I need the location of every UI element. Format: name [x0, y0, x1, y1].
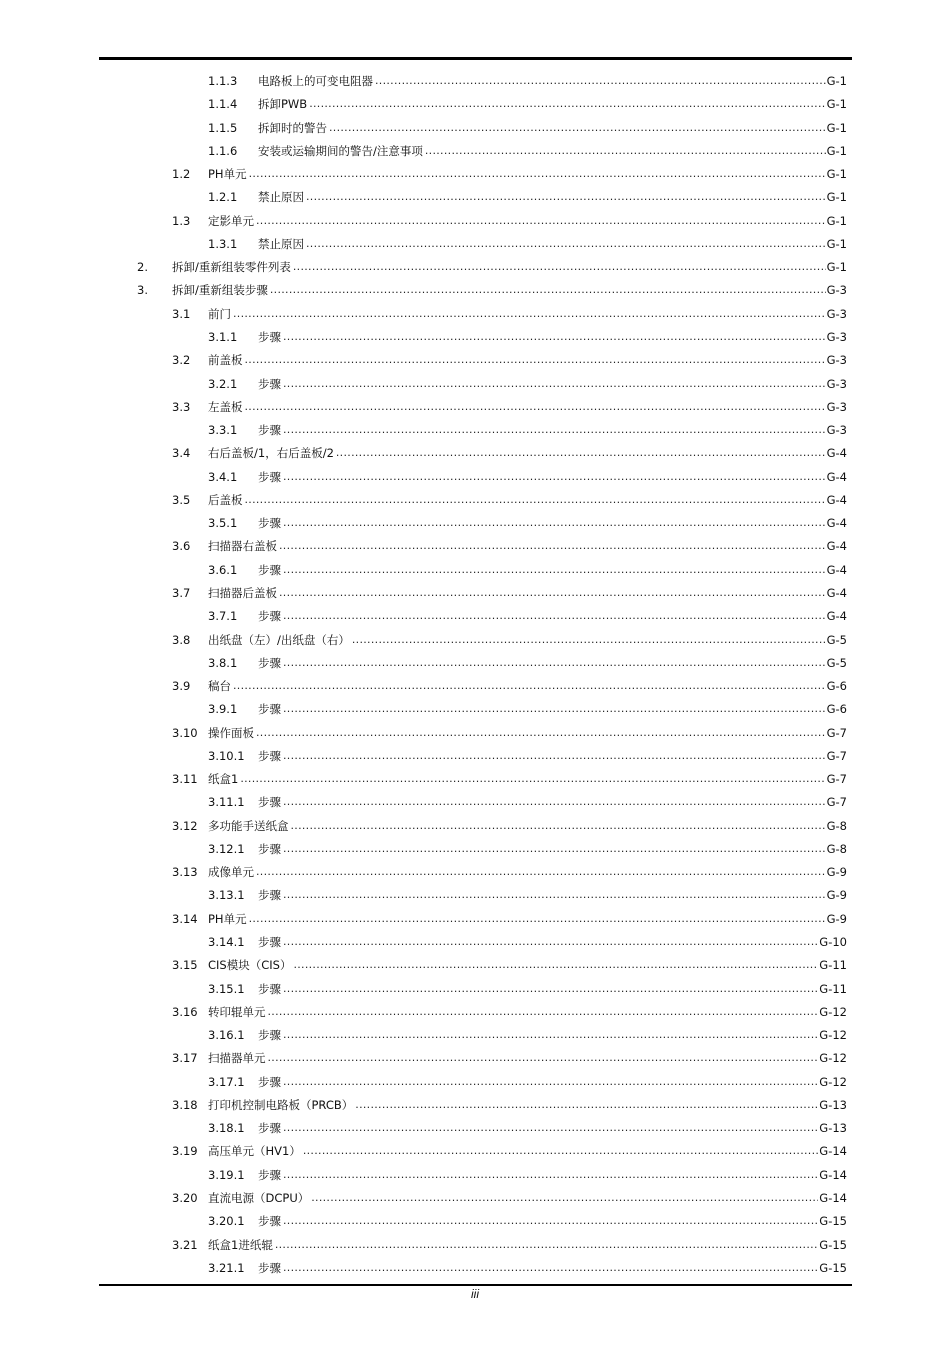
toc-entry-page: G-4 [826, 469, 847, 484]
toc-entry-number: 1.1.5 [208, 120, 238, 135]
dot-leader [303, 1144, 818, 1158]
toc-entry-number: 3.4 [172, 446, 191, 461]
dot-leader [283, 377, 826, 391]
toc-entry-title: 扫描器右盖板 [208, 539, 277, 554]
toc-entry[interactable] [172, 537, 847, 553]
dot-leader [245, 493, 826, 507]
toc-entry-page: G-15 [819, 1260, 847, 1275]
toc-entry-title: 禁止原因 [258, 236, 304, 251]
toc-entry-number: 3.13 [172, 865, 198, 880]
toc-entry[interactable] [208, 1212, 847, 1228]
toc-entry-title: 纸盒1进纸辊 [208, 1237, 273, 1252]
dot-leader [293, 260, 826, 274]
toc-entry[interactable] [208, 886, 847, 902]
toc-entry-page: G-7 [826, 725, 847, 740]
toc-entry-page: G-4 [826, 539, 847, 554]
dot-leader [283, 982, 818, 996]
toc-entry-page: G-3 [826, 353, 847, 368]
toc-entry-number: 3.12.1 [208, 841, 245, 856]
toc-entry[interactable] [172, 398, 847, 414]
toc-entry-number: 3.4.1 [208, 469, 238, 484]
toc-entry-title: 定影单元 [208, 213, 254, 228]
toc-entry-title: 右后盖板/1，右后盖板/2 [208, 446, 334, 461]
toc-entry-number: 3.21 [172, 1237, 198, 1252]
toc-entry-page: G-7 [826, 748, 847, 763]
toc-entry-number: 3. [137, 283, 148, 298]
toc-entry-number: 3.8 [172, 632, 191, 647]
dot-leader [283, 563, 826, 577]
dot-leader [283, 935, 818, 949]
toc-entry-page: G-4 [826, 492, 847, 507]
toc-entry-page: G-5 [826, 632, 847, 647]
toc-entry[interactable] [172, 770, 847, 786]
toc-entry[interactable] [172, 584, 847, 600]
toc-entry-number: 3.19 [172, 1144, 198, 1159]
dot-leader [283, 795, 826, 809]
toc-entry[interactable] [172, 677, 847, 693]
toc-entry-number: 3.21.1 [208, 1260, 245, 1275]
toc-entry-number: 3.18 [172, 1097, 198, 1112]
toc-entry-title: 步骤 [258, 841, 281, 856]
toc-entry-number: 1.3 [172, 213, 191, 228]
toc-entry-page: G-9 [826, 911, 847, 926]
toc-entry[interactable] [172, 910, 847, 926]
dot-leader [268, 1051, 819, 1065]
toc-entry-number: 3.7 [172, 585, 191, 600]
toc-entry-page: G-4 [826, 585, 847, 600]
toc-entry[interactable] [208, 72, 847, 88]
toc-entry-title: 安装或运输期间的警告/注意事项 [258, 143, 423, 158]
toc-entry-title: 步骤 [258, 516, 281, 531]
dot-leader [279, 586, 826, 600]
toc-entry-title: 电路板上的可变电阻器 [258, 74, 373, 88]
dot-leader [256, 865, 826, 879]
toc-entry-number: 3.12 [172, 818, 198, 833]
toc-entry-number: 3.1 [172, 306, 191, 321]
toc-entry[interactable] [137, 258, 847, 274]
toc-entry[interactable] [208, 654, 847, 670]
toc-entry-title: PH单元 [208, 167, 247, 182]
toc-entry-number: 3.15 [172, 958, 198, 973]
toc-entry-number: 3.11 [172, 772, 198, 787]
toc-entry-page: G-13 [819, 1097, 847, 1112]
dot-leader [283, 470, 826, 484]
toc-entry-title: PH单元 [208, 911, 247, 926]
toc-entry[interactable] [208, 421, 847, 437]
toc-entry-number: 3.13.1 [208, 888, 245, 903]
toc-entry-number: 3.6.1 [208, 562, 238, 577]
dot-leader [245, 400, 826, 414]
toc-entry-title: 步骤 [258, 376, 281, 391]
toc-entry-number: 3.11.1 [208, 795, 245, 810]
dot-leader [233, 307, 826, 321]
toc-entry[interactable] [172, 1003, 847, 1019]
toc-entry-title: 后盖板 [208, 492, 243, 507]
toc-entry-title: 高压单元（HV1） [208, 1144, 301, 1159]
toc-entry[interactable] [172, 305, 847, 321]
toc-entry-title: 步骤 [258, 1028, 281, 1043]
toc-entry[interactable] [172, 1236, 847, 1252]
toc-entry[interactable] [208, 375, 847, 391]
toc-entry[interactable] [172, 351, 847, 367]
toc-entry-number: 3.20 [172, 1191, 198, 1205]
toc-entry-page: G-9 [826, 865, 847, 880]
toc-entry[interactable] [208, 468, 847, 484]
dot-leader [283, 423, 826, 437]
toc-entry[interactable] [208, 1119, 847, 1135]
toc-entry[interactable] [172, 1049, 847, 1065]
footer-rule [99, 1284, 852, 1286]
toc-entry-page: G-3 [826, 399, 847, 414]
toc-entry[interactable] [208, 700, 847, 716]
dot-leader [283, 1168, 818, 1182]
toc-entry-page: G-15 [819, 1214, 847, 1229]
dot-leader [336, 446, 826, 460]
dot-leader [270, 283, 826, 297]
toc-entry-page: G-11 [819, 981, 847, 996]
toc-entry-title: 步骤 [258, 423, 281, 438]
dot-leader [233, 679, 826, 693]
toc-entry[interactable] [208, 1166, 847, 1182]
toc-entry[interactable] [208, 840, 847, 856]
dot-leader [245, 353, 826, 367]
dot-leader [283, 749, 826, 763]
toc-entry[interactable] [208, 980, 847, 996]
toc-entry-page: G-1 [826, 260, 847, 275]
toc-entry-title: 步骤 [258, 1260, 281, 1275]
toc-entry[interactable] [172, 863, 847, 879]
toc-entry-page: G-3 [826, 330, 847, 344]
dot-leader [306, 190, 826, 204]
dot-leader [425, 144, 826, 158]
toc-entry-number: 1.2 [172, 167, 191, 182]
toc-entry-page: G-4 [826, 446, 847, 461]
dot-leader [275, 1238, 818, 1252]
dot-leader [283, 1261, 818, 1275]
toc-entry-title: 稿台 [208, 679, 231, 693]
dot-leader [279, 539, 826, 553]
toc-entry[interactable] [208, 561, 847, 577]
toc-entry-title: 出纸盘（左）/出纸盘（右） [208, 632, 350, 647]
toc-entry[interactable] [172, 724, 847, 740]
toc-entry-page: G-6 [826, 702, 847, 717]
toc-entry-page: G-14 [819, 1144, 847, 1159]
toc-entry[interactable] [137, 281, 847, 297]
toc-entry-page: G-14 [819, 1191, 847, 1205]
toc-entry-page: G-12 [819, 1004, 847, 1019]
toc-entry-page: G-1 [826, 143, 847, 158]
toc-entry-number: 3.17.1 [208, 1074, 245, 1089]
toc-entry[interactable] [208, 933, 847, 949]
toc-entry[interactable] [208, 119, 847, 135]
toc-entry[interactable] [208, 1259, 847, 1275]
toc-entry-title: 成像单元 [208, 865, 254, 880]
toc-entry[interactable] [208, 607, 847, 623]
toc-entry[interactable] [172, 165, 847, 181]
toc-entry-number: 3.15.1 [208, 981, 245, 996]
dot-leader [283, 609, 826, 623]
toc-entry-title: 步骤 [258, 888, 281, 903]
toc-entry-page: G-9 [826, 888, 847, 903]
toc-entry-number: 3.18.1 [208, 1121, 245, 1136]
toc-entry[interactable] [208, 95, 847, 111]
toc-entry-number: 3.10 [172, 725, 198, 740]
toc-entry-number: 3.20.1 [208, 1214, 245, 1229]
toc-entry-page: G-8 [826, 841, 847, 856]
toc-entry-number: 3.6 [172, 539, 191, 554]
toc-entry[interactable] [208, 514, 847, 530]
toc-entry-number: 3.19.1 [208, 1167, 245, 1182]
toc-entry-number: 3.1.1 [208, 330, 238, 344]
toc-entry-page: G-7 [826, 795, 847, 810]
toc-entry-title: 扫描器后盖板 [208, 585, 277, 600]
toc-entry-title: 前门 [208, 306, 231, 321]
toc-entry-page: G-7 [826, 772, 847, 787]
toc-entry-title: 步骤 [258, 1074, 281, 1089]
toc-entry-page: G-5 [826, 655, 847, 670]
toc-entry-page: G-14 [819, 1167, 847, 1182]
toc-entry-title: 拆卸/重新组装步骤 [172, 283, 268, 298]
toc-entry-title: 多功能手送纸盒 [208, 818, 289, 833]
toc-entry[interactable] [208, 235, 847, 251]
dot-leader [293, 958, 818, 972]
toc-entry-page: G-4 [826, 609, 847, 624]
toc-entry-page: G-3 [826, 376, 847, 391]
toc-entry-number: 3.14 [172, 911, 198, 926]
toc-entry-page: G-6 [826, 679, 847, 693]
dot-leader [352, 633, 826, 647]
toc-entry-title: 步骤 [258, 562, 281, 577]
toc-entry-title: 转印辊单元 [208, 1004, 266, 1019]
toc-entry-page: G-10 [819, 935, 847, 949]
toc-entry-title: 直流电源（DCPU） [208, 1191, 310, 1205]
toc-entry-page: G-8 [826, 818, 847, 833]
toc-entry-page: G-4 [826, 562, 847, 577]
toc-entry[interactable] [172, 956, 847, 972]
toc-entry-title: 步骤 [258, 469, 281, 484]
toc-entry-page: G-1 [826, 167, 847, 182]
toc-entry-number: 3.3.1 [208, 423, 238, 438]
toc-entry-title: 打印机控制电路板（PRCB） [208, 1097, 354, 1112]
toc-entry-number: 3.16.1 [208, 1028, 245, 1043]
dot-leader [283, 888, 826, 902]
toc-entry-page: G-1 [826, 74, 847, 88]
toc-entry-number: 1.1.6 [208, 143, 238, 158]
toc-entry-page: G-12 [819, 1028, 847, 1043]
toc-entry-page: G-1 [826, 120, 847, 135]
toc-entry-number: 3.17 [172, 1051, 198, 1066]
toc-entry-title: 纸盒1 [208, 772, 239, 787]
toc-entry[interactable] [172, 212, 847, 228]
page-number: iii [471, 1287, 479, 1301]
dot-leader [283, 1121, 818, 1135]
dot-leader [283, 330, 826, 344]
toc-entry-title: 步骤 [258, 795, 281, 810]
toc-entry-title: 步骤 [258, 935, 281, 949]
dot-leader [249, 167, 826, 181]
dot-leader [291, 819, 826, 833]
dot-leader [355, 1098, 818, 1112]
toc-entry-number: 1.2.1 [208, 190, 238, 205]
toc-entry-title: 操作面板 [208, 725, 254, 740]
toc-entry[interactable] [172, 1142, 847, 1158]
toc-entry-page: G-1 [826, 190, 847, 205]
toc-entry[interactable] [208, 747, 847, 763]
toc-entry-page: G-12 [819, 1074, 847, 1089]
toc-entry[interactable] [172, 1189, 847, 1205]
toc-entry-title: 步骤 [258, 981, 281, 996]
toc-entry[interactable] [208, 793, 847, 809]
dot-leader [240, 772, 825, 786]
toc-entry-number: 3.14.1 [208, 935, 245, 949]
toc-entry-page: G-13 [819, 1121, 847, 1136]
dot-leader [309, 97, 825, 111]
toc-entry-title: 禁止原因 [258, 190, 304, 205]
toc-entry-title: 步骤 [258, 748, 281, 763]
toc-entry[interactable] [208, 1026, 847, 1042]
toc-entry-number: 3.5.1 [208, 516, 238, 531]
toc-entry-title: 扫描器单元 [208, 1051, 266, 1066]
toc-entry-number: 3.3 [172, 399, 191, 414]
toc-entry-number: 3.8.1 [208, 655, 238, 670]
toc-entry-title: 步骤 [258, 702, 281, 717]
toc-entry-number: 3.2.1 [208, 376, 238, 391]
dot-leader [256, 214, 826, 228]
dot-leader [283, 1075, 818, 1089]
toc-entry-page: G-1 [826, 236, 847, 251]
toc-entry[interactable] [172, 631, 847, 647]
toc-entry-title: CIS模块（CIS） [208, 958, 292, 973]
toc-entry-title: 拆卸/重新组装零件列表 [172, 260, 291, 275]
toc-entry[interactable] [172, 1096, 847, 1112]
toc-entry-title: 拆卸PWB [258, 97, 308, 112]
toc-entry-number: 2. [137, 260, 148, 275]
dot-leader [375, 74, 826, 88]
toc-entry[interactable] [208, 188, 847, 204]
toc-entry[interactable] [208, 142, 847, 158]
toc-entry[interactable] [172, 817, 847, 833]
toc-entry-number: 3.9.1 [208, 702, 238, 717]
toc-entry-number: 1.1.3 [208, 74, 238, 88]
toc-entry[interactable] [172, 444, 847, 460]
toc-entry-number: 3.7.1 [208, 609, 238, 624]
toc-entry-title: 步骤 [258, 330, 281, 344]
dot-leader [283, 516, 826, 530]
dot-leader [283, 1214, 818, 1228]
toc-entry-number: 3.2 [172, 353, 191, 368]
dot-leader [283, 656, 826, 670]
dot-leader [329, 121, 826, 135]
toc-entry-page: G-12 [819, 1051, 847, 1066]
toc-entry-number: 3.10.1 [208, 748, 245, 763]
toc-entry-title: 拆卸时的警告 [258, 120, 327, 135]
dot-leader [311, 1191, 818, 1205]
toc-entry-page: G-11 [819, 958, 847, 973]
toc-entry-number: 3.9 [172, 679, 191, 693]
dot-leader [249, 912, 826, 926]
toc-entry-number: 3.5 [172, 492, 191, 507]
toc-entry-page: G-1 [826, 213, 847, 228]
toc-entry-title: 步骤 [258, 1214, 281, 1229]
toc-entry[interactable] [208, 1073, 847, 1089]
dot-leader [283, 702, 826, 716]
toc-entry-page: G-4 [826, 516, 847, 531]
dot-leader [283, 842, 826, 856]
toc-entry-number: 3.16 [172, 1004, 198, 1019]
dot-leader [256, 726, 826, 740]
toc-entry-title: 步骤 [258, 609, 281, 624]
toc-entry-page: G-3 [826, 423, 847, 438]
toc-entry-title: 步骤 [258, 1121, 281, 1136]
dot-leader [268, 1005, 819, 1019]
toc-entry-page: G-1 [826, 97, 847, 112]
toc-entry[interactable] [208, 328, 847, 344]
toc-entry[interactable] [172, 491, 847, 507]
toc-entry-number: 1.3.1 [208, 236, 238, 251]
toc-entry-page: G-15 [819, 1237, 847, 1252]
toc-entry-title: 前盖板 [208, 353, 243, 368]
dot-leader [306, 237, 826, 251]
dot-leader [283, 1028, 818, 1042]
toc-entry-title: 步骤 [258, 1167, 281, 1182]
toc-entry-number: 1.1.4 [208, 97, 238, 112]
toc-entry-title: 左盖板 [208, 399, 243, 414]
toc-entry-page: G-3 [826, 306, 847, 321]
toc-entry-page: G-3 [826, 283, 847, 298]
toc-entry-title: 步骤 [258, 655, 281, 670]
